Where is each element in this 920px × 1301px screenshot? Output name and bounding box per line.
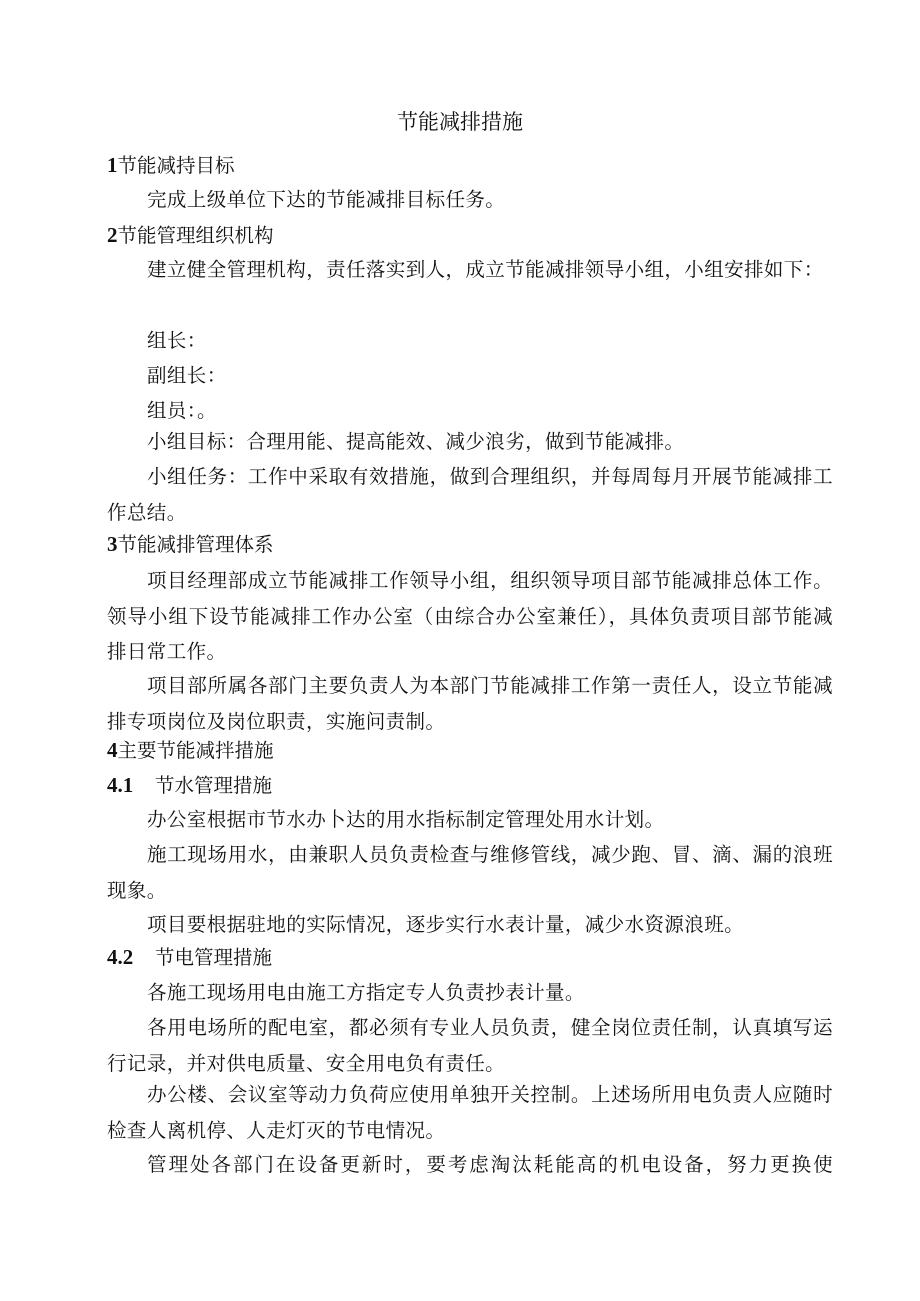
paragraph: 办公室根据市节水办卜达的用水指标制定管理处用水计划。: [147, 808, 665, 831]
section-number: 2: [107, 223, 118, 247]
section-4-heading: [107, 737, 274, 764]
paragraph: 各用电场所的配电室，都必须有专业人员负责，健全岗位责任制，认真填写运行记录，并对供电质量、安全用电负有责任。: [107, 1016, 833, 1075]
vice-leader-line: 副组长：: [147, 364, 227, 387]
paragraph: 项目部所属各部门主要负责人为本部门节能减排工作第一责任人，设立节能减排专项岗位及岗位职责，实施问责制。: [107, 674, 833, 733]
subsection-4-1-heading: [107, 772, 272, 799]
document-title: 节能减排措施: [397, 110, 523, 134]
members-line: 组员：。: [147, 399, 217, 422]
paragraph: 办公楼、会议室等动力负荷应使用单独开关控制。上述场所用电负责人应随时检查人离机停、人走灯灭的节电情况。: [107, 1083, 833, 1142]
section-number: 4.1: [107, 773, 134, 797]
subsection-4-2-heading: [107, 944, 272, 971]
section-number: 4: [107, 738, 118, 762]
section-title: 节电管理措施: [155, 946, 273, 969]
paragraph: 建立健全管理机构，责任落实到人，成立节能减排领导小组，小组安排如下：: [147, 258, 824, 281]
paragraph: 完成上级单位下达的节能减排目标任务。: [147, 188, 506, 211]
paragraph: 各施工现场用电由施工方指定专人负责抄表计量。: [147, 981, 585, 1004]
paragraph: 施工现场用水，由兼职人员负责检查与维修管线，减少跑、冒、滴、漏的浪班现象。: [107, 843, 833, 902]
section-number: 1: [107, 153, 118, 177]
section-title: 节能减排管理体系: [117, 533, 274, 556]
section-3-heading: [107, 531, 274, 558]
section-title: 节水管理措施: [155, 774, 273, 797]
section-2-heading: [107, 222, 274, 249]
paragraph: 管理处各部门在设备更新时，要考虑淘汰耗能高的机电设备，努力更换使: [147, 1153, 833, 1176]
paragraph: 项目经理部成立节能减排工作领导小组，组织领导项目部节能减排总体工作。领导小组下设节能减排工作办公室（由综合办公室兼任），具体负责项目部节能减排日常工作。: [107, 569, 833, 663]
group-goal: 小组目标：合理用能、提高能效、减少浪劣，做到节能减排。: [147, 430, 685, 453]
section-title: 节能管理组织机构: [117, 224, 274, 247]
section-title: 主要节能减拌措施: [117, 739, 274, 762]
group-task: 小组任务：工作中采取有效措施，做到合理组织，并每周每月开展节能减排工作总结。: [107, 465, 833, 524]
section-number: 3: [107, 532, 118, 556]
leader-line: 组长：: [147, 329, 207, 352]
section-number: 4.2: [107, 945, 134, 969]
paragraph: 项目要根据驻地的实际情况，逐步实行水表计量，减少水资源浪班。: [147, 913, 745, 936]
section-title: 节能减持目标: [117, 154, 235, 177]
section-1-heading: [107, 152, 235, 179]
